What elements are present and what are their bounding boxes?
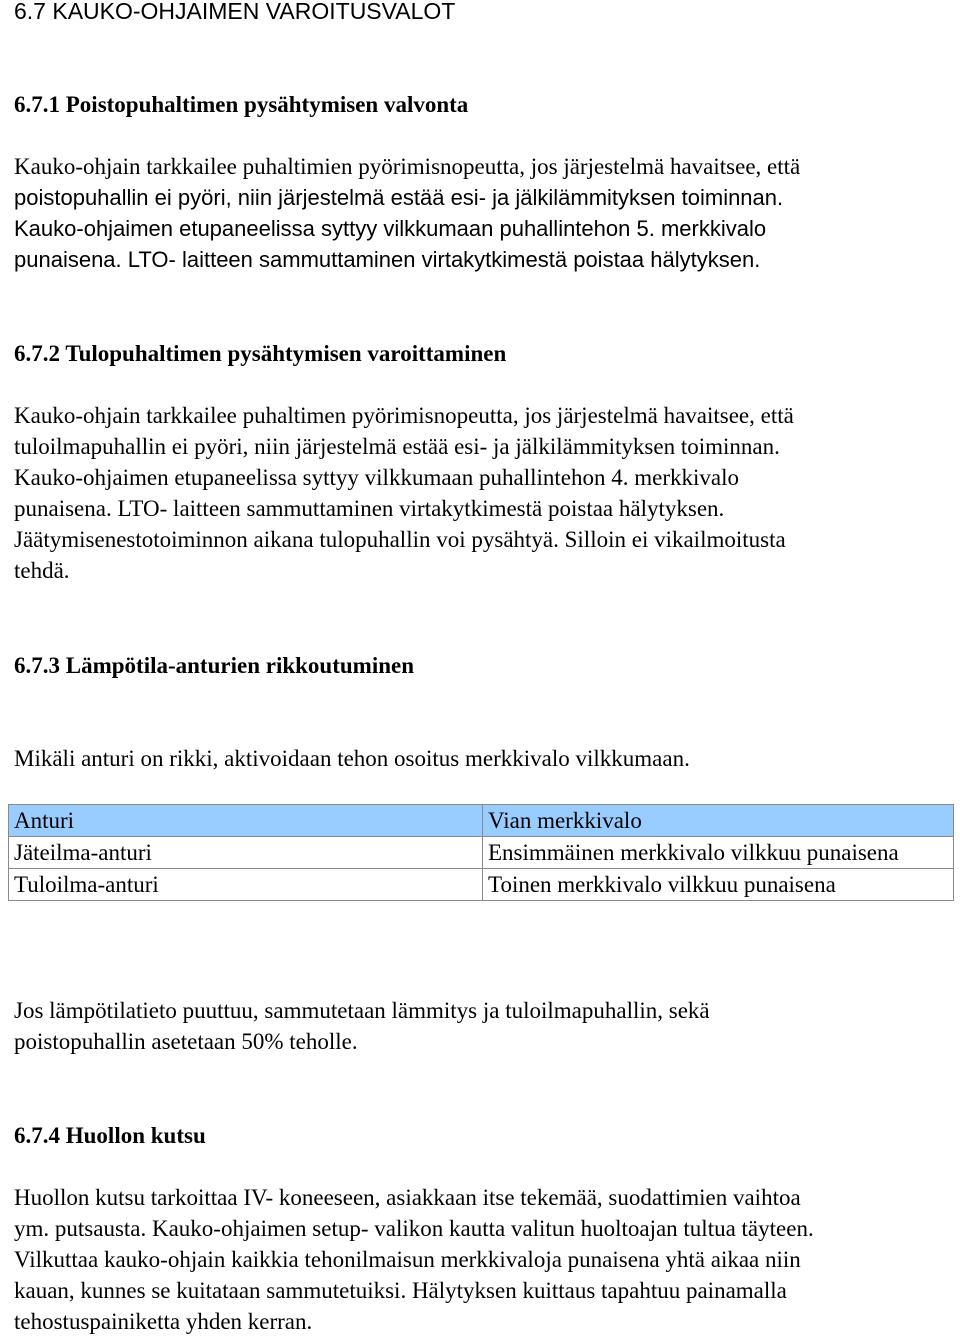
paragraph-line: Kauko-ohjain tarkkailee puhaltimien pyörimisnopeutta, jos järjestelmä havaitsee, että xyxy=(14,154,801,179)
paragraph-line: Vilkuttaa kauko-ohjain kaikkia tehonilmaisun merkkivaloja punaisena yhtä aikaa niin xyxy=(14,1247,801,1272)
paragraph-line: Mikäli anturi on rikki, aktivoidaan tehon osoitus merkkivalo vilkkumaan. xyxy=(14,746,690,771)
paragraph-line: tehostuspainiketta yhden kerran. xyxy=(14,1309,313,1334)
paragraph-line: ym. putsausta. Kauko-ohjaimen setup- valikon kautta valitun huoltoajan tultua täyteen. xyxy=(14,1216,814,1241)
sensor-fault-table xyxy=(8,804,954,901)
table-row xyxy=(9,869,954,901)
section-body-6-7-4 xyxy=(14,1182,949,1337)
table-header-row xyxy=(9,805,954,837)
section-title-6-7-1: 6.7.1 Poistopuhaltimen pysähtymisen valvonta xyxy=(14,92,469,117)
section-title-6-7-3: 6.7.3 Lämpötila-anturien rikkoutuminen xyxy=(14,653,414,678)
table-cell: Ensimmäinen merkkivalo vilkkuu punaisena xyxy=(483,837,954,869)
section-title-6-7-4: 6.7.4 Huollon kutsu xyxy=(14,1123,206,1148)
paragraph-line: punaisena. LTO- laitteen sammuttaminen virtakytkimestä poistaa hälytyksen. xyxy=(14,496,725,521)
paragraph-line: Jos lämpötilatieto puuttuu, sammutetaan lämmitys ja tuloilmapuhallin, sekä xyxy=(14,998,710,1023)
paragraph-line: tuloilmapuhallin ei pyöri, niin järjestelmä estää esi- ja jälkilämmityksen toiminnan. xyxy=(14,434,780,459)
table-cell: Jäteilma-anturi xyxy=(9,837,483,869)
section-body-6-7-1 xyxy=(14,151,949,275)
table-row xyxy=(9,837,954,869)
section-title-6-7-2: 6.7.2 Tulopuhaltimen pysähtymisen varoittaminen xyxy=(14,341,507,366)
paragraph-line: poistopuhallin ei pyöri, niin järjestelmä estää esi- ja jälkilämmityksen toiminnan. xyxy=(14,185,784,210)
paragraph-line: Kauko-ohjain tarkkailee puhaltimen pyörimisnopeutta, jos järjestelmä havaitsee, että xyxy=(14,403,794,428)
paragraph-line: kauan, kunnes se kuitataan sammutetuiksi. Hälytyksen kuittaus tapahtuu painamalla xyxy=(14,1278,787,1303)
section-intro-6-7-3 xyxy=(14,743,949,774)
paragraph-line: Huollon kutsu tarkoittaa IV- koneeseen, asiakkaan itse tekemää, suodattimien vaihtoa xyxy=(14,1185,801,1210)
section-outro-6-7-3 xyxy=(14,995,949,1057)
table-cell: Tuloilma-anturi xyxy=(9,869,483,901)
paragraph-line: Kauko-ohjaimen etupaneelissa syttyy vilkkumaan puhallintehon 4. merkkivalo xyxy=(14,465,739,490)
paragraph-line: poistopuhallin asetetaan 50% teholle. xyxy=(14,1029,358,1054)
paragraph-line: punaisena. LTO- laitteen sammuttaminen virtakytkimestä poistaa hälytyksen. xyxy=(14,247,761,272)
section-body-6-7-2 xyxy=(14,400,949,586)
page-heading: 6.7 KAUKO-OHJAIMEN VAROITUSVALOT xyxy=(14,0,456,24)
paragraph-line: Kauko-ohjaimen etupaneelissa syttyy vilkkumaan puhallintehon 5. merkkivalo xyxy=(14,216,767,241)
table-header-cell: Anturi xyxy=(9,805,483,837)
paragraph-line: Jäätymisenestotoiminnon aikana tulopuhallin voi pysähtyä. Silloin ei vikailmoitusta xyxy=(14,527,786,552)
paragraph-line: tehdä. xyxy=(14,558,70,583)
table-cell: Toinen merkkivalo vilkkuu punaisena xyxy=(483,869,954,901)
table-header-cell: Vian merkkivalo xyxy=(483,805,954,837)
